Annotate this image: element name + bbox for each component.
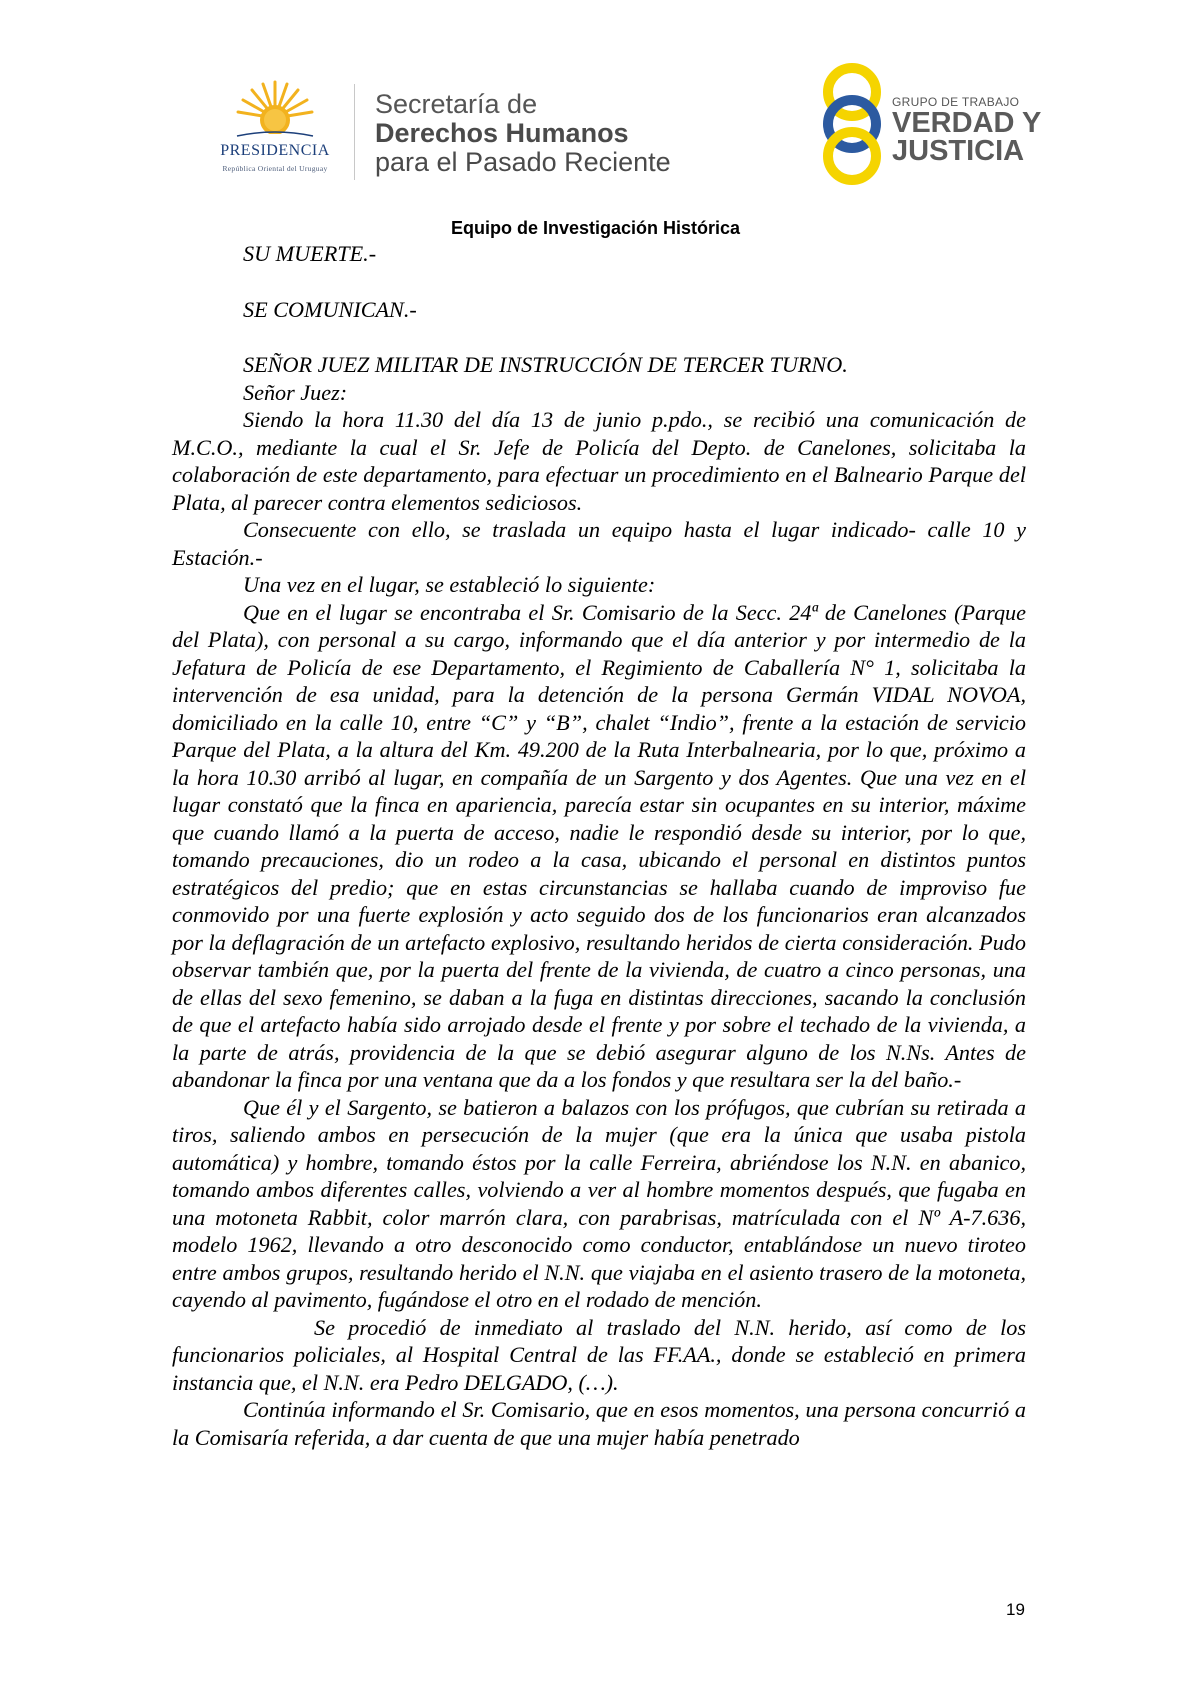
document-body xyxy=(172,240,1026,1451)
paragraph-6: Se procedió de inmediato al traslado del N.N. herido, así como de los funcionarios policiales, al Hospital Central de las FF.AA., donde se estableció en primera instancia que, el N.N. era Pedro DELGADO, (…). xyxy=(172,1314,1026,1395)
paragraph-2: Consecuente con ello, se traslada un equipo hasta el lugar indicado- calle 10 y Estación.- xyxy=(172,517,1026,570)
header-separator xyxy=(354,84,355,180)
presidencia-subtitle: República Oriental del Uruguay xyxy=(222,164,328,173)
secretaria-title xyxy=(375,90,671,177)
verdad-justicia-rings-icon xyxy=(812,62,892,186)
page-number: 19 xyxy=(1006,1600,1025,1619)
grupo-line-1: GRUPO DE TRABAJO xyxy=(892,95,1020,109)
paragraph-3: Una vez en el lugar, se estableció lo siguiente: xyxy=(243,572,656,597)
grupo-line-2: VERDAD Y xyxy=(892,107,1042,139)
paragraph-su-muerte: SU MUERTE.- xyxy=(243,241,377,266)
paragraph-7: Continúa informando el Sr. Comisario, que en esos momentos, una persona concurrió a la Comisaría referida, a dar cuenta de que una mujer había penetrado xyxy=(172,1397,1026,1450)
secretaria-line-3: para el Pasado Reciente xyxy=(375,147,671,177)
presidencia-logo xyxy=(195,80,355,180)
sun-emblem-icon xyxy=(235,80,315,142)
grupo-trabajo-title xyxy=(892,95,1041,165)
paragraph-salutation: Señor Juez: xyxy=(243,379,348,405)
paragraph-5: Que él y el Sargento, se batieron a balazos con los prófugos, que cubrían su retirada a tiros, saliendo ambos en persecución de la mujer (que era la única que usaba pistola automática) y hombre, tomando éstos por la calle Ferreira, abriéndose los N.N. en abanico, tomando ambos diferentes calles, volviendo a ver al hombre momentos después, que fugaba en una motoneta Rabbit, color marrón clara, con parabrisas, matrículada con el Nº A-7.636, modelo 1962, llevando a otro desconocido como conductor, entablándose un nuevo tiroteo entre ambos grupos, resultando herido el N.N. que viajaba en el asiento trasero de la motoneta, cayendo al pavimento, fugándose el otro en el rodado de mención. xyxy=(172,1094,1026,1312)
page-header xyxy=(0,0,1191,210)
secretaria-line-1: Secretaría de xyxy=(375,89,538,119)
paragraph-se-comunican: SE COMUNICAN.- xyxy=(243,296,417,322)
grupo-line-3: JUSTICIA xyxy=(892,135,1025,167)
team-title: Equipo de Investigación Histórica xyxy=(450,218,741,238)
paragraph-addressee: SEÑOR JUEZ MILITAR DE INSTRUCCIÓN DE TERCER TURNO. xyxy=(243,352,848,377)
presidencia-name: PRESIDENCIA xyxy=(220,142,330,159)
paragraph-1: Siendo la hora 11.30 del día 13 de junio p.pdo., se recibió una comunicación de M.C.O., mediante la cual el Sr. Jefe de Policía del Depto. de Canelones, solicitaba la colaboración de este departamento, para efectuar un procedimiento en el Balneario Parque del Plata, al parecer contra elementos sediciosos. xyxy=(172,407,1026,515)
secretaria-line-2: Derechos Humanos xyxy=(375,118,629,148)
paragraph-4: Que en el lugar se encontraba el Sr. Comisario de la Secc. 24ª de Canelones (Parque del Plata), con personal a su cargo, informando que el día anterior y por intermedio de la Jefatura de Policía de ese Departamento, el Regimiento de Caballería N° 1, solicitaba la intervención de esa unidad, para la detención de la persona Germán VIDAL NOVOA, domiciliado en la calle 10, entre “C” y “B”, chalet “Indio”, frente a la estación de servicio Parque del Plata, a la altura del Km. 49.200 de la Ruta Interbalnearia, por lo que, próximo a la hora 10.30 arribó al lugar, en compañía de un Sargento y dos Agentes. Que una vez en el lugar constató que la finca en apariencia, parecía estar sin ocupantes en su interior, máxime que cuando llamó a la puerta de acceso, nadie le respondió desde su interior, por lo que, tomando precauciones, dio un rodeo a la casa, ubicando el personal en distintos puntos estratégicos del predio; que en estas circunstancias se hallaba cuando de improviso fue conmovido por una fuerte explosión y acto seguido dos de los funcionarios eran alcanzados por la deflagración de un artefacto explosivo, resultando heridos de cierta consideración. Pudo observar también que, por la puerta del frente de la vivienda, de cuatro a cinco personas, una de ellas del sexo femenino, se daban a la fuga en distintas direcciones, sacando la conclusión de que el artefacto había sido arrojado desde el frente y por sobre el techado de la vivienda, a la parte de atrás, providencia de la que se debió asegurar alguno de los N.Ns. Antes de abandonar la finca por una ventana que da a los fondos y que resultara ser la del baño.- xyxy=(172,599,1026,1092)
